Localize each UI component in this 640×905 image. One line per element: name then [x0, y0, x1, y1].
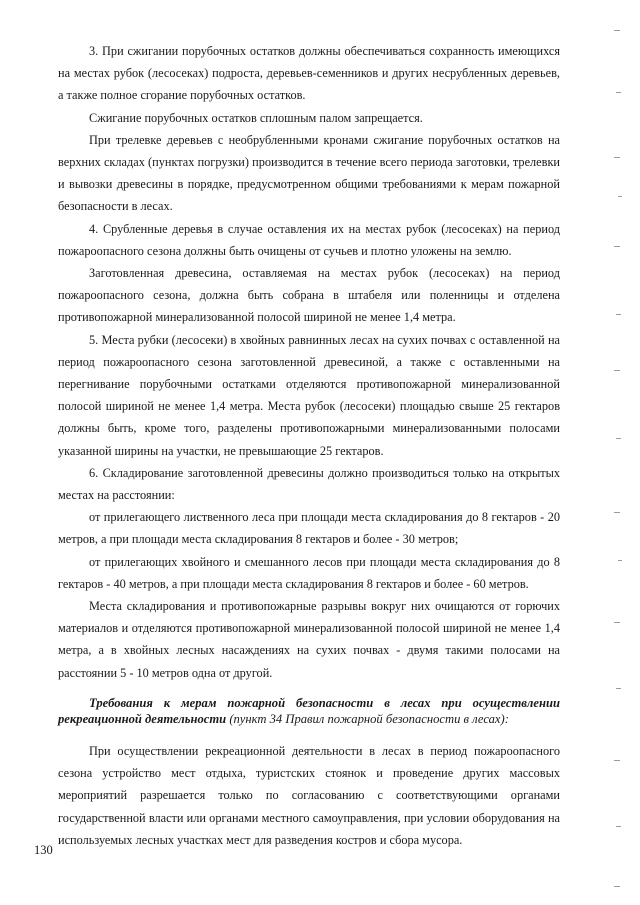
paragraph-9: от прилегающих хвойного и смешанного лесов при площади места складирования до 8 гектаров - 40 метров, а при площади места складирования 8 гектаров и более - 60 метров.: [58, 554, 560, 591]
paragraph-2: Сжигание порубочных остатков сплошным палом запрещается.: [89, 110, 423, 125]
margin-mark: [614, 886, 620, 887]
margin-mark: [618, 560, 622, 561]
margin-mark: [614, 622, 620, 623]
section-heading: [58, 695, 560, 728]
paragraph-7: 6. Складирование заготовленной древесины должно производиться только на открытых местах на расстоянии:: [58, 465, 560, 503]
paragraph-4: 4. Срубленные деревья в случае оставления их на местах рубок (лесосеках) на период пожароопасного сезона должны быть очищены от сучьев и плотно уложены на землю.: [58, 221, 560, 258]
paragraph-6: 5. Места рубки (лесосеки) в хвойных равнинных лесах на сухих почвах с оставленной на период пожароопасного сезона заготовленной древесиной, а также с оставленными на перегнивание порубочными остатками отделяются противопожарной минерализованной полосой шириной не менее 1,4 метра. Места рубок (лесосеки) площадью свыше 25 гектаров должны быть, кроме того, разделены противопожарными минерализованными полосами указанной ширины на участки, не превышающие 25 гектаров.: [58, 332, 560, 458]
section-heading-reference: (пункт 34 Правил пожарной безопасности в лесах):: [229, 712, 509, 727]
paragraph-1: 3. При сжигании порубочных остатков должны обеспечиваться сохранность имеющихся на местах рубок (лесосеках) подроста, деревьев-семенников и других несрубленных деревьев, а также полное сгорание порубочных остатков.: [58, 44, 560, 103]
section-heading-title: Требования к мерам пожарной безопасности в лесах при осуществлении рекреационной деятельности: [58, 695, 560, 727]
margin-mark: [616, 688, 621, 689]
margin-mark: [614, 157, 620, 158]
margin-mark: [614, 512, 620, 513]
heading-spacer: [58, 728, 560, 740]
paragraph-10: Места складирования и противопожарные разрывы вокруг них очищаются от горючих материалов и отделяются противопожарной минерализованной полосой шириной не менее 1,4 метра, а в хвойных лесных насаждениях на сухих почвах - двумя такими полосами на расстоянии 5 - 10 метров одна от другой.: [58, 599, 560, 680]
page-number: 130: [34, 843, 53, 857]
margin-mark: [614, 760, 620, 761]
margin-mark: [616, 314, 621, 315]
margin-mark: [616, 438, 621, 439]
margin-mark: [614, 30, 620, 31]
margin-mark: [618, 196, 622, 197]
document-body: [58, 40, 560, 851]
margin-mark: [616, 92, 621, 93]
paragraph-8: от прилегающего лиственного леса при площади места складирования до 8 гектаров - 20 метров, а при площади места складирования 8 гектаров и более - 30 метров;: [58, 510, 560, 547]
paragraph-5: Заготовленная древесина, оставляемая на местах рубок (лесосеках) на период пожароопасного сезона, должна быть собрана в штабеля или поленницы и отделена противопожарной минерализованной полосой шириной не менее 1,4 метра.: [58, 266, 560, 325]
scan-margin-marks: [600, 0, 640, 905]
paragraph-3: При трелевке деревьев с необрубленными кронами сжигание порубочных остатков на верхних складах (пунктах погрузки) производится в течение всего периода заготовки, трелевки и вывозки древесины в порядке, предусмотренном общими требованиями к мерам пожарной безопасности в лесах.: [58, 132, 560, 214]
final-paragraph: При осуществлении рекреационной деятельности в лесах в период пожароопасного сезона устройство мест отдыха, туристских стоянок и проведение других массовых мероприятий разрешается только по согласованию с соответствующими органами государственной власти или органами местного самоуправления, при условии оборудования на используемых лесных участках мест для разведения костров и сбора мусора.: [58, 743, 560, 847]
margin-mark: [616, 826, 621, 827]
margin-mark: [614, 246, 620, 247]
margin-mark: [614, 370, 620, 371]
